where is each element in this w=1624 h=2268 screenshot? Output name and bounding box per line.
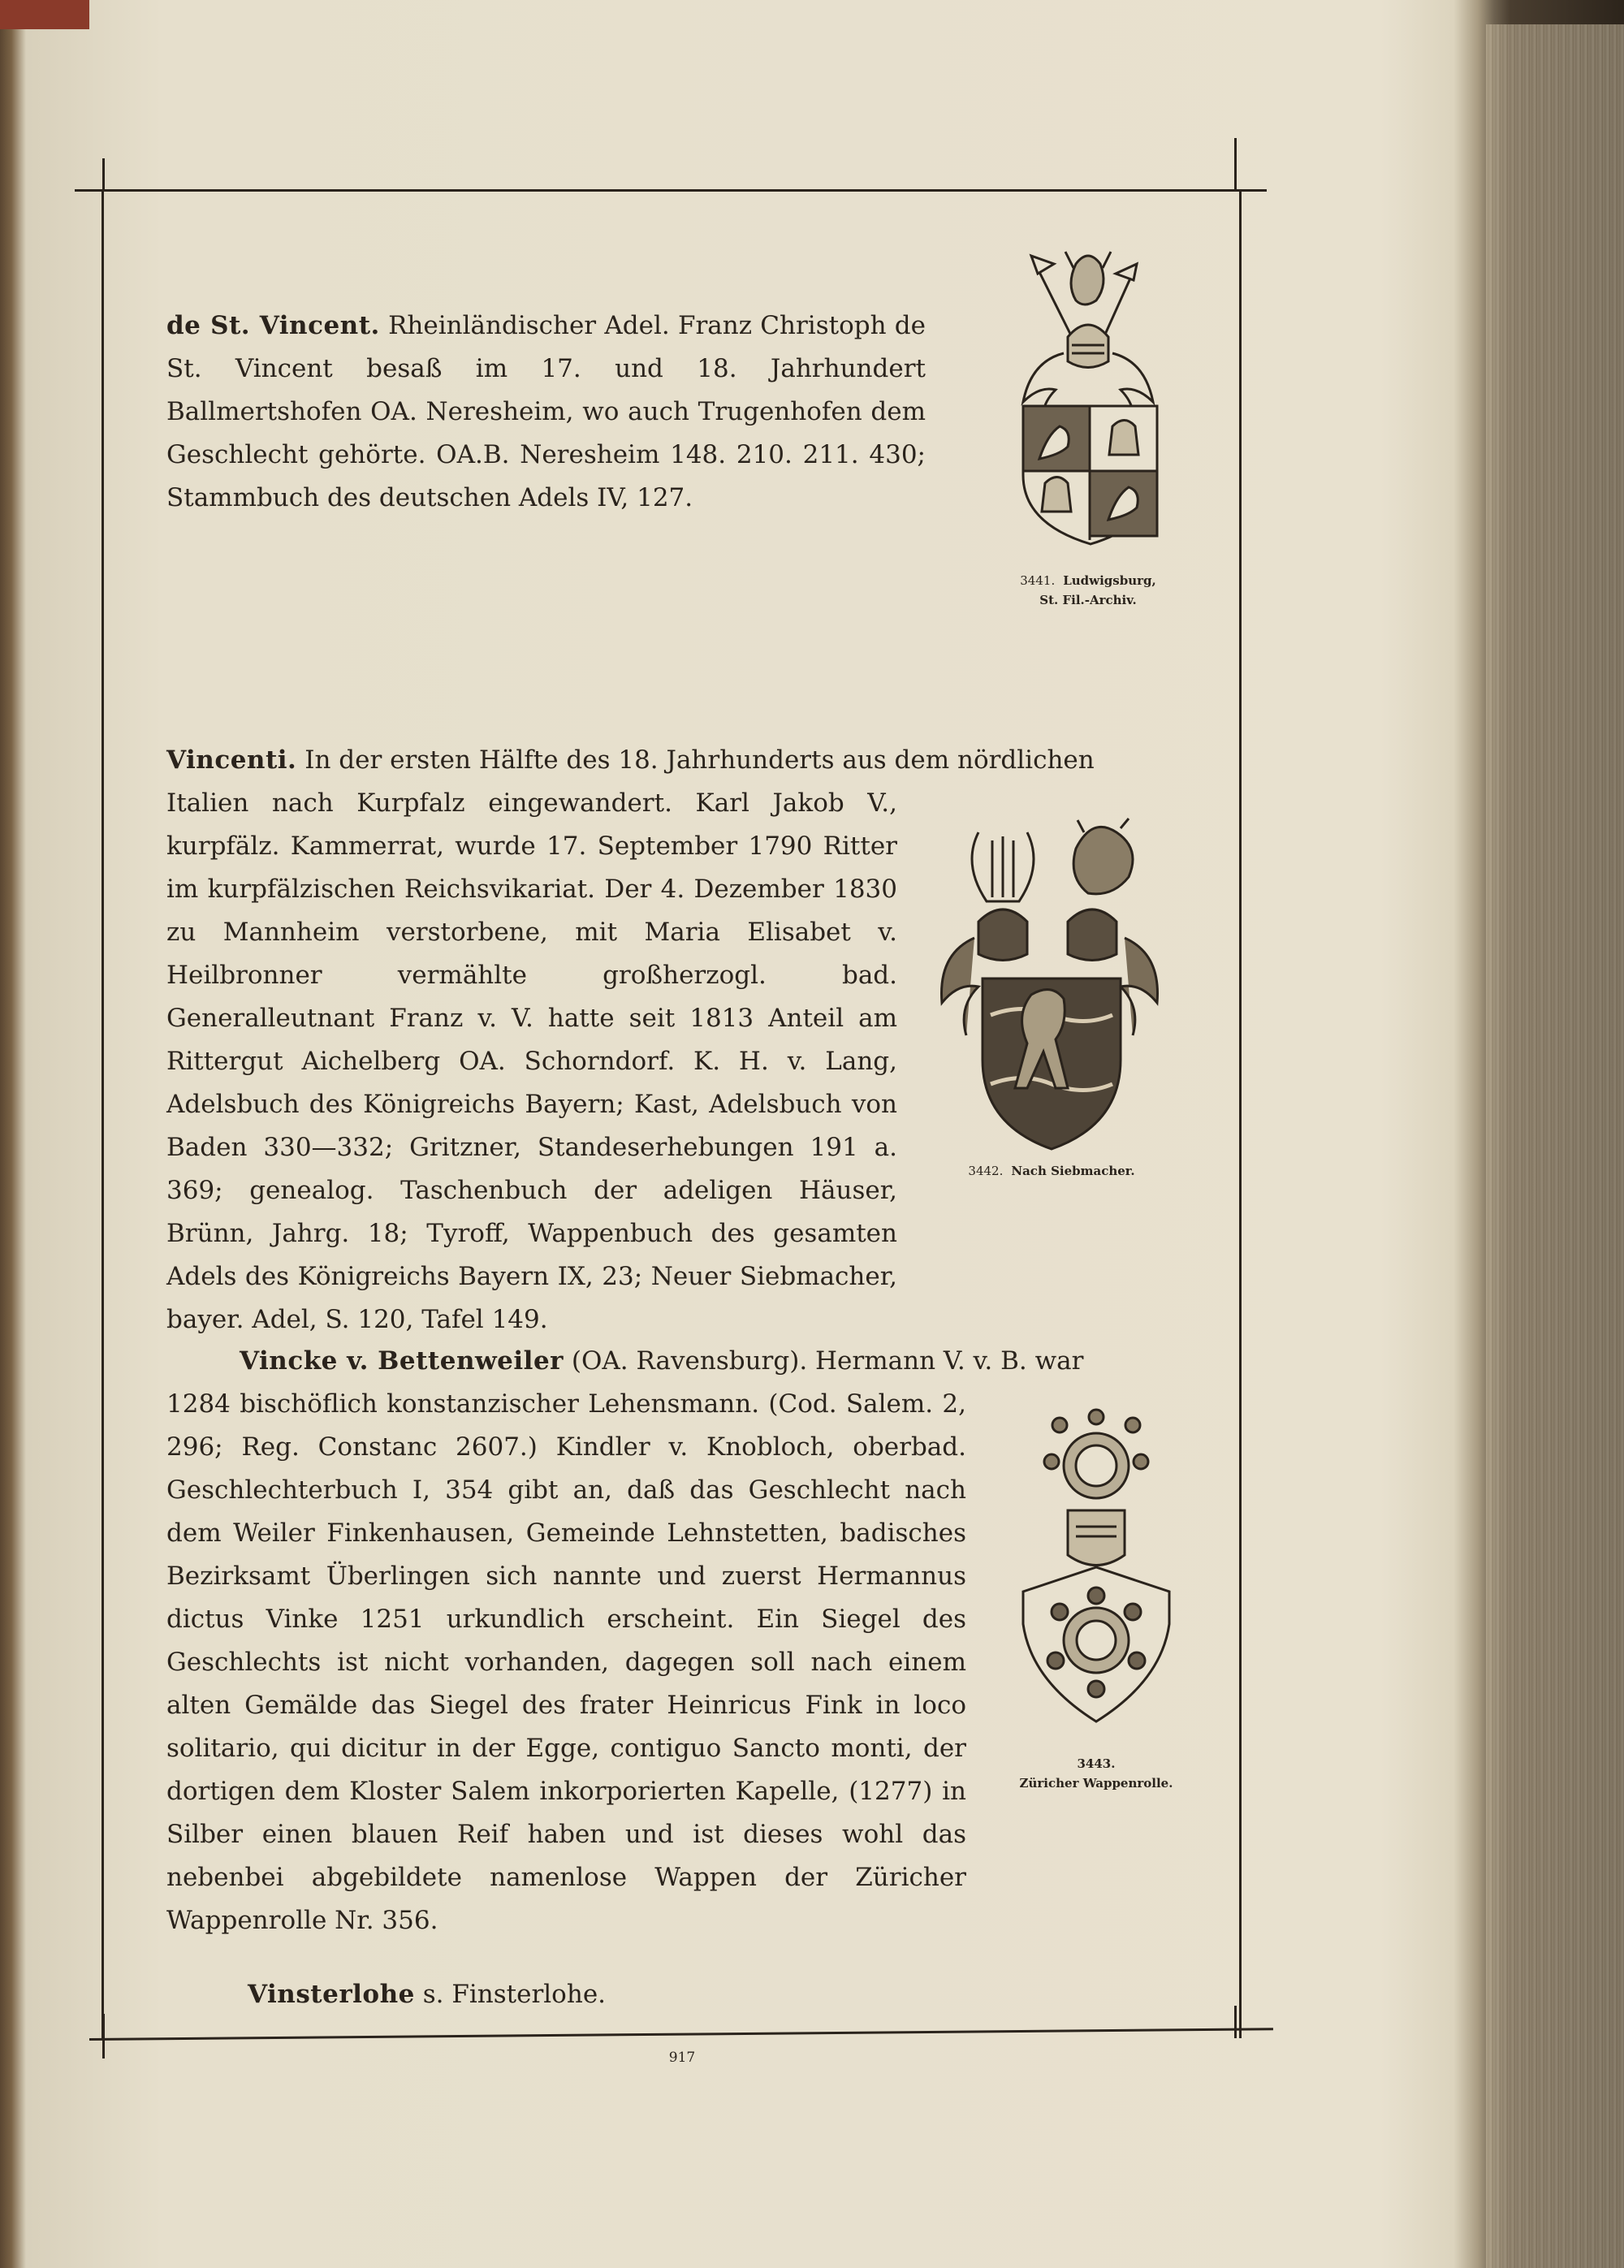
figure-source-line2: St. Fil.-Archiv. <box>1039 593 1137 607</box>
bottom-right-tick <box>1234 2006 1237 2038</box>
figure-caption-3441 <box>970 571 1206 610</box>
entry-vincke-body <box>166 1383 966 1942</box>
book-page-edges <box>1486 24 1624 2268</box>
figure-source: Züricher Wappenrolle. <box>1019 1776 1173 1791</box>
bottom-left-tick <box>102 2014 105 2058</box>
figure-caption-3442 <box>934 1161 1169 1181</box>
entry-head: Vincke v. Bettenweiler <box>240 1346 564 1376</box>
figure-number: 3443. <box>1077 1756 1116 1771</box>
entry-head: de St. Vincent. <box>166 311 380 340</box>
entry-head-tail: (OA. Ravensburg). Hermann V. v. B. war <box>571 1346 1084 1376</box>
entry-vincenti-first-line <box>166 739 1214 782</box>
top-left-tick <box>102 158 105 191</box>
entry-vincke-first-line <box>240 1340 1181 1383</box>
coat-of-arms-3442 <box>934 816 1169 1157</box>
entry-body: 1284 bischöflich konstanzischer Lehensmann. (Cod. Salem. 2, 296; Reg. Constanc 2607.) Kindler v. Knobloch, oberbad. Geschlechterbuch I, 354 gibt an, daß das Geschlecht nach dem Weiler Finkenhausen, Gemeinde Lehnstetten, badisches Bezirksamt Überlingen sich nannte und zuerst Hermannus dictus Vinke 1251 urkundlich erscheint. Ein Siegel des Geschlechts ist nicht vorhanden, dagegen soll nach einem alten Gemälde das Siegel des frater Heinricus Fink in loco solitario, qui dicitur in der Egge, contiguo Sancto monti, der dortigen dem Kloster Salem inkorporierten Kapelle, (1277) in Silber einen blauen Reif haben und ist dieses wohl das nebenbei abgebildete namenlose Wappen der Züricher Wappenrolle Nr. 356. <box>166 1389 966 1935</box>
cover-binding-strip <box>0 0 89 29</box>
entry-body: Rheinländischer Adel. Franz Christoph de St. Vincent besaß im 17. und 18. Jahrhundert Ballmertshofen OA. Neresheim, wo auch Trugenhofen dem Geschlecht gehörte. OA.B. Neresheim 148. 210. 211. 430; Stammbuch des deutschen Adels IV, 127. <box>166 311 926 512</box>
page-number: 917 <box>668 2050 696 2066</box>
figure-source: Nach Siebmacher. <box>1011 1164 1135 1178</box>
coat-of-arms-3443 <box>1015 1405 1177 1730</box>
entry-st-vincent <box>166 305 926 520</box>
entry-head: Vincenti. <box>166 745 297 775</box>
entry-body: s. Finsterlohe. <box>422 1980 607 2009</box>
entry-body-first-line: In der ersten Hälfte des 18. Jahrhunderts aus dem nördlichen <box>304 745 1095 775</box>
top-right-tick <box>1234 138 1237 191</box>
coat-of-arms-3441 <box>999 231 1177 564</box>
figure-number: 3441. <box>1020 573 1056 588</box>
figure-caption-3443 <box>974 1754 1218 1793</box>
entry-head: Vinsterlohe <box>248 1980 415 2009</box>
figure-source: Ludwigsburg, <box>1063 573 1156 588</box>
figure-number: 3442. <box>968 1164 1004 1178</box>
entry-body: Italien nach Kurpfalz eingewandert. Karl Jakob V., kurpfälz. Kammerrat, wurde 17. September 1790 Ritter im kurpfälzischen Reichsvikariat. Der 4. Dezember 1830 zu Mannheim verstorbene, mit Maria Elisabet v. Heilbronner vermählte großherzogl. bad. Generalleutnant Franz v. V. hatte seit 1813 Anteil am Rittergut Aichelberg OA. Schorndorf. K. H. v. Lang, Adelsbuch des Königreichs Bayern; Kast, Adelsbuch von Baden 330—332; Gritzner, Standeserhebungen 191 a. 369; genealog. Taschenbuch der adeligen Häuser, Brünn, Jahrg. 18; Tyroff, Wappenbuch des gesamten Adels des Königreichs Bayern IX, 23; Neuer Siebmacher, bayer. Adel, S. 120, Tafel 149. <box>166 788 897 1334</box>
entry-vinsterlohe <box>248 1973 978 2016</box>
entry-vincenti-body <box>166 782 897 1341</box>
